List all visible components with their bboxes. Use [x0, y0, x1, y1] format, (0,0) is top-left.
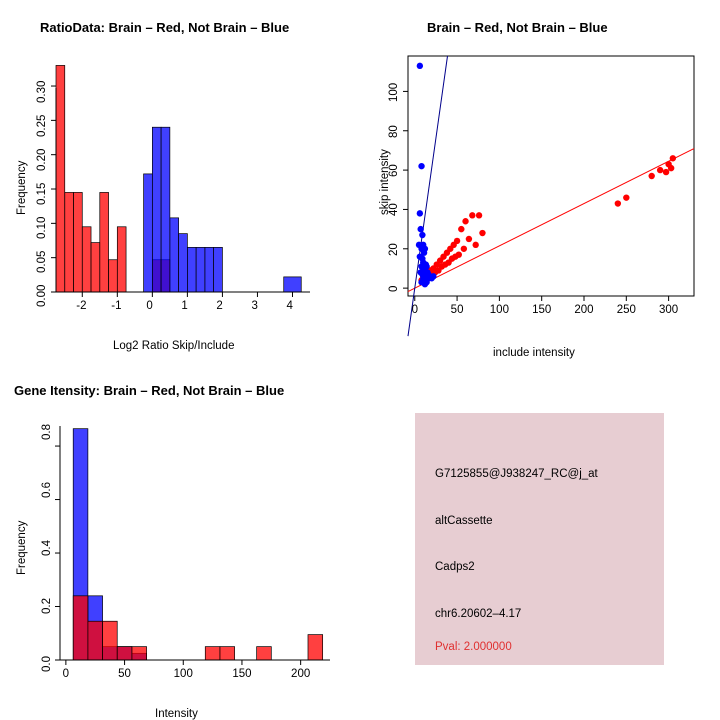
histogram-bar — [152, 127, 161, 292]
ytick-label: 80 — [388, 124, 400, 138]
xtick-label: 1 — [181, 300, 188, 312]
scatter-ylabel: skip intensity — [379, 149, 391, 215]
histogram-bar — [187, 247, 196, 292]
xtick-label: 150 — [532, 304, 552, 316]
xtick-label: 3 — [251, 300, 258, 312]
ytick-label: 60 — [388, 164, 400, 177]
scatter-point — [417, 210, 423, 216]
histogram-bar — [91, 243, 100, 292]
scatter-point — [466, 236, 472, 242]
histogram-bar — [161, 127, 170, 292]
histogram-bar — [205, 247, 214, 292]
histogram-bar — [117, 227, 126, 292]
histogram-bar — [65, 192, 74, 292]
ytick-label: 40 — [388, 203, 400, 217]
xtick-label: 200 — [574, 304, 594, 316]
xtick-label: 100 — [173, 668, 193, 680]
regression-line — [408, 56, 448, 336]
ratio-ytick-3: 0.15 — [36, 182, 48, 205]
histogram-bar — [214, 247, 223, 292]
scatter-point — [423, 263, 429, 269]
scatter-point — [479, 230, 485, 236]
scatter-point — [417, 63, 423, 69]
histogram-bar — [103, 621, 118, 660]
xtick-label: -1 — [111, 300, 122, 312]
xtick-label: 50 — [450, 304, 464, 316]
scatter-point — [663, 169, 669, 175]
scatter-point — [418, 163, 424, 169]
histogram-bar — [205, 647, 220, 660]
gene-ytick-3: 0.6 — [41, 482, 53, 498]
ratio-ytick-4: 0.20 — [36, 148, 48, 171]
histogram-bar — [308, 635, 323, 660]
gene-ytick-2: 0.4 — [41, 540, 53, 556]
event-type-text: altCassette — [435, 515, 493, 527]
xtick-label: 250 — [616, 304, 636, 316]
scatter-point — [456, 251, 462, 257]
gene-histogram-ylabel: Frequency — [16, 520, 28, 575]
scatter-point — [461, 246, 467, 252]
ratio-histogram-xlabel: Log2 Ratio Skip/Include — [113, 340, 235, 352]
xtick-label: 100 — [489, 304, 509, 316]
scatter-point — [472, 242, 478, 248]
scatter-point — [476, 212, 482, 218]
ytick-label: 100 — [388, 82, 400, 102]
ratio-histogram-title: RatioData: Brain – Red, Not Brain – Blue — [40, 20, 290, 35]
scatter-point — [454, 238, 460, 244]
scatter-point — [422, 246, 428, 252]
ratio-histogram-panel — [0, 0, 360, 360]
scatter-point — [430, 273, 436, 279]
histogram-bar — [257, 647, 272, 660]
histogram-bar — [82, 227, 91, 292]
scatter-point — [423, 279, 429, 285]
xtick-label: 300 — [659, 304, 679, 316]
histogram-bar — [100, 192, 109, 292]
pval-text: Pval: 2.000000 — [435, 641, 512, 653]
gene-info-box — [415, 413, 664, 665]
histogram-bar — [179, 234, 188, 292]
scatter-xlabel: include intensity — [493, 347, 575, 359]
locus-text: chr6.20602–4.17 — [435, 608, 522, 620]
histogram-bar — [88, 621, 103, 660]
histogram-bar — [74, 192, 83, 292]
histogram-bar — [73, 596, 88, 660]
histogram-bar — [109, 260, 118, 292]
scatter-point — [419, 232, 425, 238]
xtick-label: 0 — [62, 668, 70, 680]
xtick-label: 2 — [216, 300, 223, 312]
ratio-ytick-1: 0.05 — [36, 250, 48, 273]
xtick-label: -2 — [76, 300, 87, 312]
gene-name-text: Cadps2 — [435, 561, 475, 573]
scatter-point — [670, 155, 676, 161]
gene-ytick-0: 0.0 — [41, 656, 53, 672]
ratio-ytick-0: 0.00 — [36, 284, 48, 307]
histogram-bar — [196, 247, 205, 292]
xtick-label: 50 — [118, 668, 131, 680]
ratio-ytick-6: 0.30 — [36, 80, 48, 103]
histogram-bar — [284, 277, 302, 292]
scatter-point — [469, 212, 475, 218]
histogram-bar — [117, 647, 132, 660]
ratio-histogram-ylabel: Frequency — [16, 160, 28, 215]
histogram-bar — [56, 65, 65, 292]
ratio-ytick-2: 0.10 — [36, 216, 48, 239]
xtick-label: 150 — [232, 668, 252, 680]
scatter-point — [458, 226, 464, 232]
xtick-label: 200 — [291, 668, 311, 680]
gene-intensity-panel — [0, 360, 400, 720]
intensity-scatter-panel — [360, 0, 720, 360]
gene-ytick-4: 0.8 — [41, 424, 53, 440]
histogram-bar — [132, 647, 147, 660]
histogram-bar — [170, 218, 179, 292]
probe-id-text: G7125855@J938247_RC@j_at — [435, 468, 598, 480]
ytick-label: 20 — [388, 242, 400, 256]
scatter-point — [668, 165, 674, 171]
ytick-label: 0 — [388, 285, 400, 292]
scatter-point — [417, 226, 423, 232]
gene-histogram-xlabel: Intensity — [155, 708, 198, 720]
scatter-title: Brain – Red, Not Brain – Blue — [427, 20, 608, 35]
histogram-bar — [144, 174, 153, 292]
scatter-point — [648, 173, 654, 179]
ratio-ytick-5: 0.25 — [36, 114, 48, 137]
gene-ytick-1: 0.2 — [41, 598, 53, 614]
xtick-label: 4 — [286, 300, 293, 312]
gene-histogram-title: Gene Itensity: Brain – Red, Not Brain – Blue — [14, 383, 285, 398]
xtick-label: 0 — [411, 304, 418, 316]
histogram-bar — [220, 647, 235, 660]
scatter-point — [615, 200, 621, 206]
scatter-point — [462, 218, 468, 224]
scatter-point — [623, 194, 629, 200]
regression-line — [408, 149, 694, 292]
xtick-label: 0 — [146, 300, 153, 312]
scatter-point — [657, 167, 663, 173]
